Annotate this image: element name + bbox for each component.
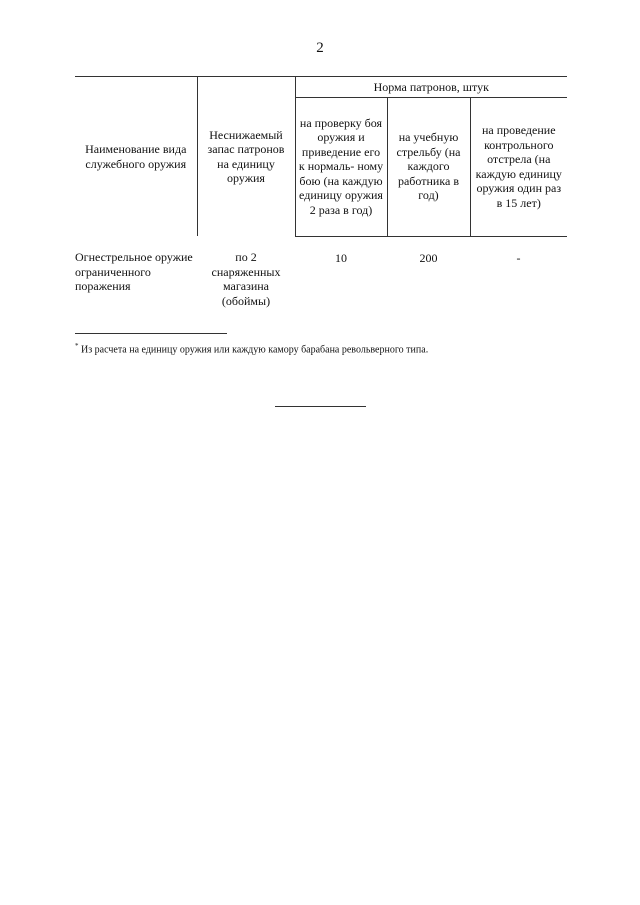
table-header-row-1	[75, 77, 567, 98]
footnote-text: Из расчета на единицу оружия или каждую камору барабана револьверного типа.	[81, 344, 429, 356]
footnote-marker: *	[75, 342, 79, 350]
page-number: 2	[316, 40, 324, 56]
cell-reserve: по 2 снаряженных магазина (обоймы)	[211, 250, 281, 308]
end-rule	[275, 406, 366, 407]
cell-check: 10	[335, 250, 347, 265]
footnote	[75, 342, 428, 355]
header-reserve: Неснижаемый запас патронов на единицу оружия	[197, 77, 295, 237]
table-row	[75, 236, 567, 312]
cell-training: 200	[419, 250, 438, 265]
header-training: на учебную стрельбу (на каждого работника в год)	[387, 97, 470, 236]
header-norm-group: Норма патронов, штук	[295, 77, 567, 98]
cell-weapon-type: Огнестрельное оружие ограниченного поражения	[75, 250, 193, 293]
cell-control: -	[516, 250, 521, 265]
header-weapon-type: Наименование вида служебного оружия	[75, 77, 197, 237]
header-check: на проверку боя оружия и приведение его к нормаль- ному бою (на каждую единицу оружия 2 раза в год)	[295, 97, 387, 236]
footnote-rule	[75, 333, 227, 334]
header-control: на проведение контрольного отстрела (на каждую единицу оружия один раз в 15 лет)	[470, 97, 567, 236]
ammo-norms-table	[75, 76, 567, 312]
